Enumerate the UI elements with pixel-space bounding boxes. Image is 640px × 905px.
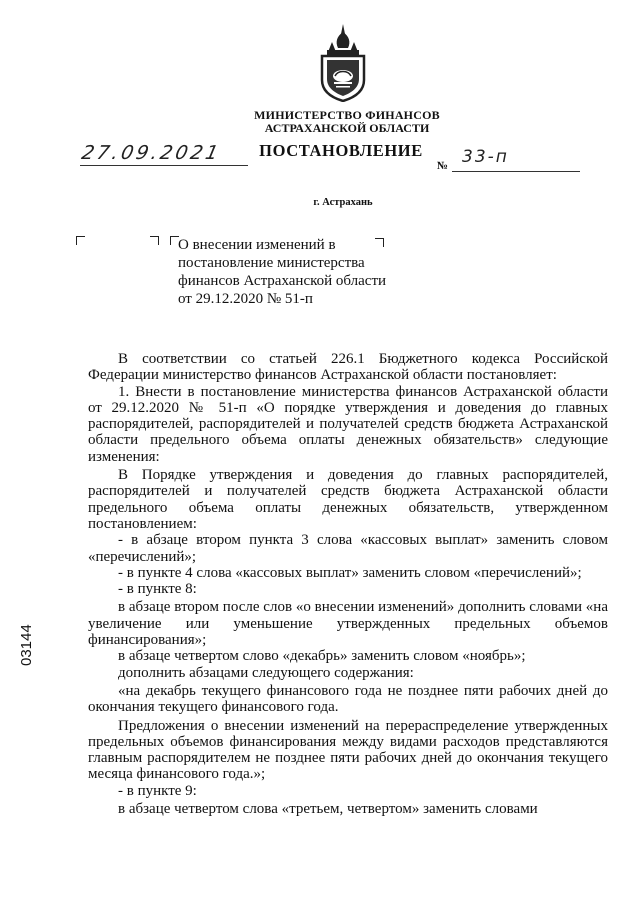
city-name: г. Астрахань [313, 197, 373, 208]
paragraph-clause-8-abzac-2: в абзаце втором после слов «о внесении изменений» дополнить словами «на увеличение или уменьшение утвержденных предельных объемов финансирования»; [88, 599, 608, 649]
paragraph-clause-8: - в пункте 8: [118, 581, 197, 598]
corner-mark-top-left [76, 236, 85, 245]
handwritten-date: 27.09.2021 [79, 142, 224, 164]
paragraph-preamble: В соответствии со статьей 226.1 Бюджетного кодекса Российской Федерации министерство финансов Астраханской области постановляет: [88, 351, 608, 384]
paragraph-clause-9: - в пункте 9: [118, 782, 197, 799]
paragraph-clause-8-abzac-4: в абзаце четвертом слово «декабрь» заменить словом «ноябрь»; [118, 648, 526, 665]
handwritten-number: 33-п [462, 147, 509, 167]
ministry-name-line1: МИНИСТЕРСТВО ФИНАНСОВ [254, 108, 440, 122]
paragraph-clause-9-abzac-4: в абзаце четвертом слова «третьем, четвертом» заменить словами [118, 801, 538, 818]
paragraph-clause-4: - в пункте 4 слова «кассовых выплат» заменить словом «перечислений»; [118, 564, 582, 581]
number-underline [452, 171, 580, 172]
paragraph-clause-3: - в абзаце втором пункта 3 слова «кассовых выплат» заменить словом «перечислений»; [88, 532, 608, 565]
document-type-title: ПОСТАНОВЛЕНИЕ [259, 141, 423, 160]
paragraph-add-abzacs: дополнить абзацами следующего содержания: [118, 664, 414, 681]
ministry-name-line2: АСТРАХАНСКОЙ ОБЛАСТИ [264, 121, 430, 135]
document-body [88, 351, 608, 817]
date-underline [80, 165, 248, 166]
side-registration-number: 03144 [18, 624, 35, 666]
document-subject: О внесении изменений в постановление министерства финансов Астраханской области от 29.12.2020 № 51-п [178, 237, 387, 307]
corner-mark-top-right [150, 236, 159, 245]
paragraph-item-1: 1. Внести в постановление министерства финансов Астраханской области от 29.12.2020 № 51-п «О порядке утверждения и доведения до главных распорядителей, распорядителей и получателей средств бюджета Астраханской области предельного объема оплаты денежных обязательств» следующие изменения: [88, 383, 608, 465]
paragraph-procedure: В Порядке утверждения и доведения до главных распорядителей, распорядителей и получателей средств бюджета Астраханской области предельного объема оплаты денежных обязательств, утвержденном постановлением: [88, 467, 608, 532]
number-label: № [437, 160, 449, 172]
paragraph-proposals: Предложения о внесении изменений на перераспределение утвержденных предельных объемов финансирования между видами расходов представляются главным распорядителем не позднее пяти рабочих дней до окончания текущего месяца финансового года.»; [88, 717, 608, 783]
paragraph-december: «на декабрь текущего финансового года не позднее пяти рабочих дней до окончания текущего финансового года. [88, 682, 608, 716]
coat-of-arms-emblem [318, 22, 368, 102]
